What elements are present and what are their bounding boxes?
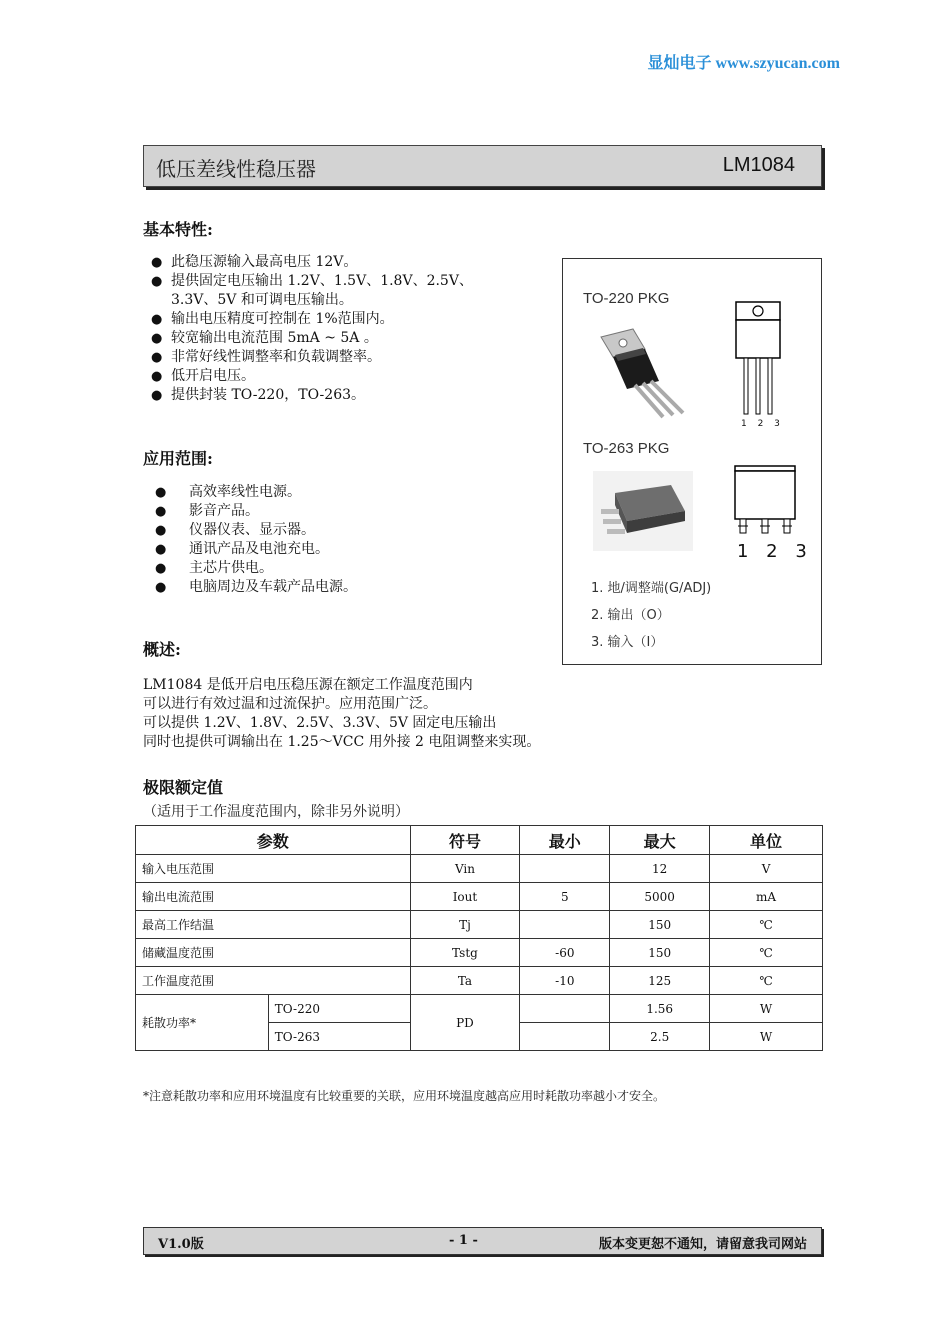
list-item: ● 主芯片供电。 bbox=[145, 559, 545, 578]
list-item: ● 提供固定电压输出 1.2V、1.5V、1.8V、2.5V、 3.3V、5V 和可调电压输出。 bbox=[145, 272, 555, 310]
applications-list bbox=[145, 483, 545, 597]
to263-photo-icon bbox=[593, 471, 693, 551]
list-item: ● 低开启电压。 bbox=[145, 367, 555, 386]
cell-unit: mA bbox=[710, 883, 823, 911]
cell-max: 125 bbox=[610, 967, 710, 995]
overview-line: 可以提供 1.2V、1.8V、2.5V、3.3V、5V 固定电压输出 bbox=[143, 715, 497, 731]
list-item: ● 输出电压精度可控制在 1%范围内。 bbox=[145, 310, 555, 329]
list-item: ● 电脑周边及车载产品电源。 bbox=[145, 578, 545, 597]
footer-bar bbox=[143, 1227, 822, 1255]
cell-unit: W bbox=[710, 1023, 823, 1051]
list-item: ● 影音产品。 bbox=[145, 502, 545, 521]
overview-text bbox=[143, 676, 540, 752]
to220-pin-numbers: 1 2 3 bbox=[741, 419, 784, 429]
table-row bbox=[136, 995, 823, 1023]
list-item: ● 通讯产品及电池充电。 bbox=[145, 540, 545, 559]
cell-min: 5 bbox=[520, 883, 610, 911]
col-header-unit: 单位 bbox=[710, 826, 823, 855]
cell-unit: V bbox=[710, 855, 823, 883]
overview-line: LM1084 是低开启电压稳压源在额定工作温度范围内 bbox=[143, 677, 473, 693]
overview-line: 可以进行有效过温和过流保护。应用范围广泛。 bbox=[143, 696, 437, 712]
overview-line: 同时也提供可调输出在 1.25～VCC 用外接 2 电阻调整来实现。 bbox=[143, 734, 541, 750]
cell-unit: W bbox=[710, 995, 823, 1023]
cell-param: 最高工作结温 bbox=[136, 911, 411, 939]
features-list bbox=[145, 253, 555, 405]
list-item: ● 较宽输出电流范围 5mA ~ 5A 。 bbox=[145, 329, 555, 348]
table-header-row bbox=[136, 826, 823, 855]
overview-heading: 概述: bbox=[143, 640, 181, 659]
to220-label: TO-220 PKG bbox=[583, 290, 670, 307]
cell-max: 150 bbox=[610, 911, 710, 939]
cell-max: 1.56 bbox=[610, 995, 710, 1023]
footer-page-number: - 1 - bbox=[449, 1233, 478, 1248]
list-item: ● 非常好线性调整率和负载调整率。 bbox=[145, 348, 555, 367]
features-heading: 基本特性: bbox=[143, 220, 213, 239]
cell-symbol: Tj bbox=[410, 911, 520, 939]
col-header-symbol: 符号 bbox=[410, 826, 520, 855]
doc-title: 低压差线性稳压器 bbox=[156, 157, 316, 181]
cell-max: 150 bbox=[610, 939, 710, 967]
cell-min bbox=[520, 855, 610, 883]
cell-symbol: Tstg bbox=[410, 939, 520, 967]
cell-min: -60 bbox=[520, 939, 610, 967]
col-header-param: 参数 bbox=[136, 826, 411, 855]
cell-symbol: Iout bbox=[410, 883, 520, 911]
pin-3-desc: 3. 输入（I） bbox=[591, 635, 664, 650]
list-item: ● 高效率线性电源。 bbox=[145, 483, 545, 502]
list-item: ● 此稳压源输入最高电压 12V。 bbox=[145, 253, 555, 272]
footer-notice: 版本变更恕不通知，请留意我司网站 bbox=[598, 1237, 807, 1252]
ratings-heading: 极限额定值 bbox=[143, 778, 224, 797]
to263-pin-numbers: 1 2 3 bbox=[737, 541, 813, 562]
to220-outline-icon bbox=[731, 299, 791, 419]
cell-unit: ℃ bbox=[710, 911, 823, 939]
ratings-note: （适用于工作温度范围内，除非另外说明） bbox=[143, 804, 409, 820]
part-number: LM1084 bbox=[722, 154, 795, 176]
list-item: ● 提供封装 TO-220，TO-263。 bbox=[145, 386, 555, 405]
cell-param: 工作温度范围 bbox=[136, 967, 411, 995]
cell-param: 储藏温度范围 bbox=[136, 939, 411, 967]
cell-param: 耗散功率* bbox=[136, 995, 269, 1051]
col-header-max: 最大 bbox=[610, 826, 710, 855]
cell-symbol: Ta bbox=[410, 967, 520, 995]
cell-package: TO-263 bbox=[268, 1023, 410, 1051]
package-panel bbox=[562, 258, 822, 665]
applications-heading: 应用范围: bbox=[143, 449, 213, 468]
cell-min bbox=[520, 911, 610, 939]
list-item-continuation: 3.3V、5V 和可调电压输出。 bbox=[171, 292, 353, 308]
table-row bbox=[136, 967, 823, 995]
cell-symbol: Vin bbox=[410, 855, 520, 883]
cell-param: 输出电流范围 bbox=[136, 883, 411, 911]
to263-label: TO-263 PKG bbox=[583, 440, 670, 457]
ratings-table bbox=[135, 825, 823, 1051]
cell-min bbox=[520, 995, 610, 1023]
footnote: *注意耗散功率和应用环境温度有比较重要的关联，应用环境温度越高应用时耗散功率越小才安全。 bbox=[143, 1089, 666, 1103]
cell-symbol: PD bbox=[410, 995, 520, 1051]
cell-max: 12 bbox=[610, 855, 710, 883]
cell-min bbox=[520, 1023, 610, 1051]
cell-unit: ℃ bbox=[710, 939, 823, 967]
table-row bbox=[136, 855, 823, 883]
col-header-min: 最小 bbox=[520, 826, 610, 855]
cell-max: 5000 bbox=[610, 883, 710, 911]
cell-package: TO-220 bbox=[268, 995, 410, 1023]
cell-unit: ℃ bbox=[710, 967, 823, 995]
cell-param: 输入电压范围 bbox=[136, 855, 411, 883]
table-row bbox=[136, 939, 823, 967]
to220-photo-icon bbox=[593, 319, 703, 424]
table-row bbox=[136, 911, 823, 939]
brand-header: 显灿电子 www.szyucan.com bbox=[647, 55, 840, 72]
to263-outline-icon bbox=[731, 464, 801, 544]
pin-1-desc: 1. 地/调整端(G/ADJ) bbox=[591, 581, 712, 596]
cell-min: -10 bbox=[520, 967, 610, 995]
list-item: ● 仪器仪表、显示器。 bbox=[145, 521, 545, 540]
footer-version: V1.0版 bbox=[158, 1237, 204, 1252]
cell-max: 2.5 bbox=[610, 1023, 710, 1051]
pin-2-desc: 2. 输出（O） bbox=[591, 608, 670, 623]
table-row bbox=[136, 883, 823, 911]
title-bar bbox=[143, 145, 822, 187]
